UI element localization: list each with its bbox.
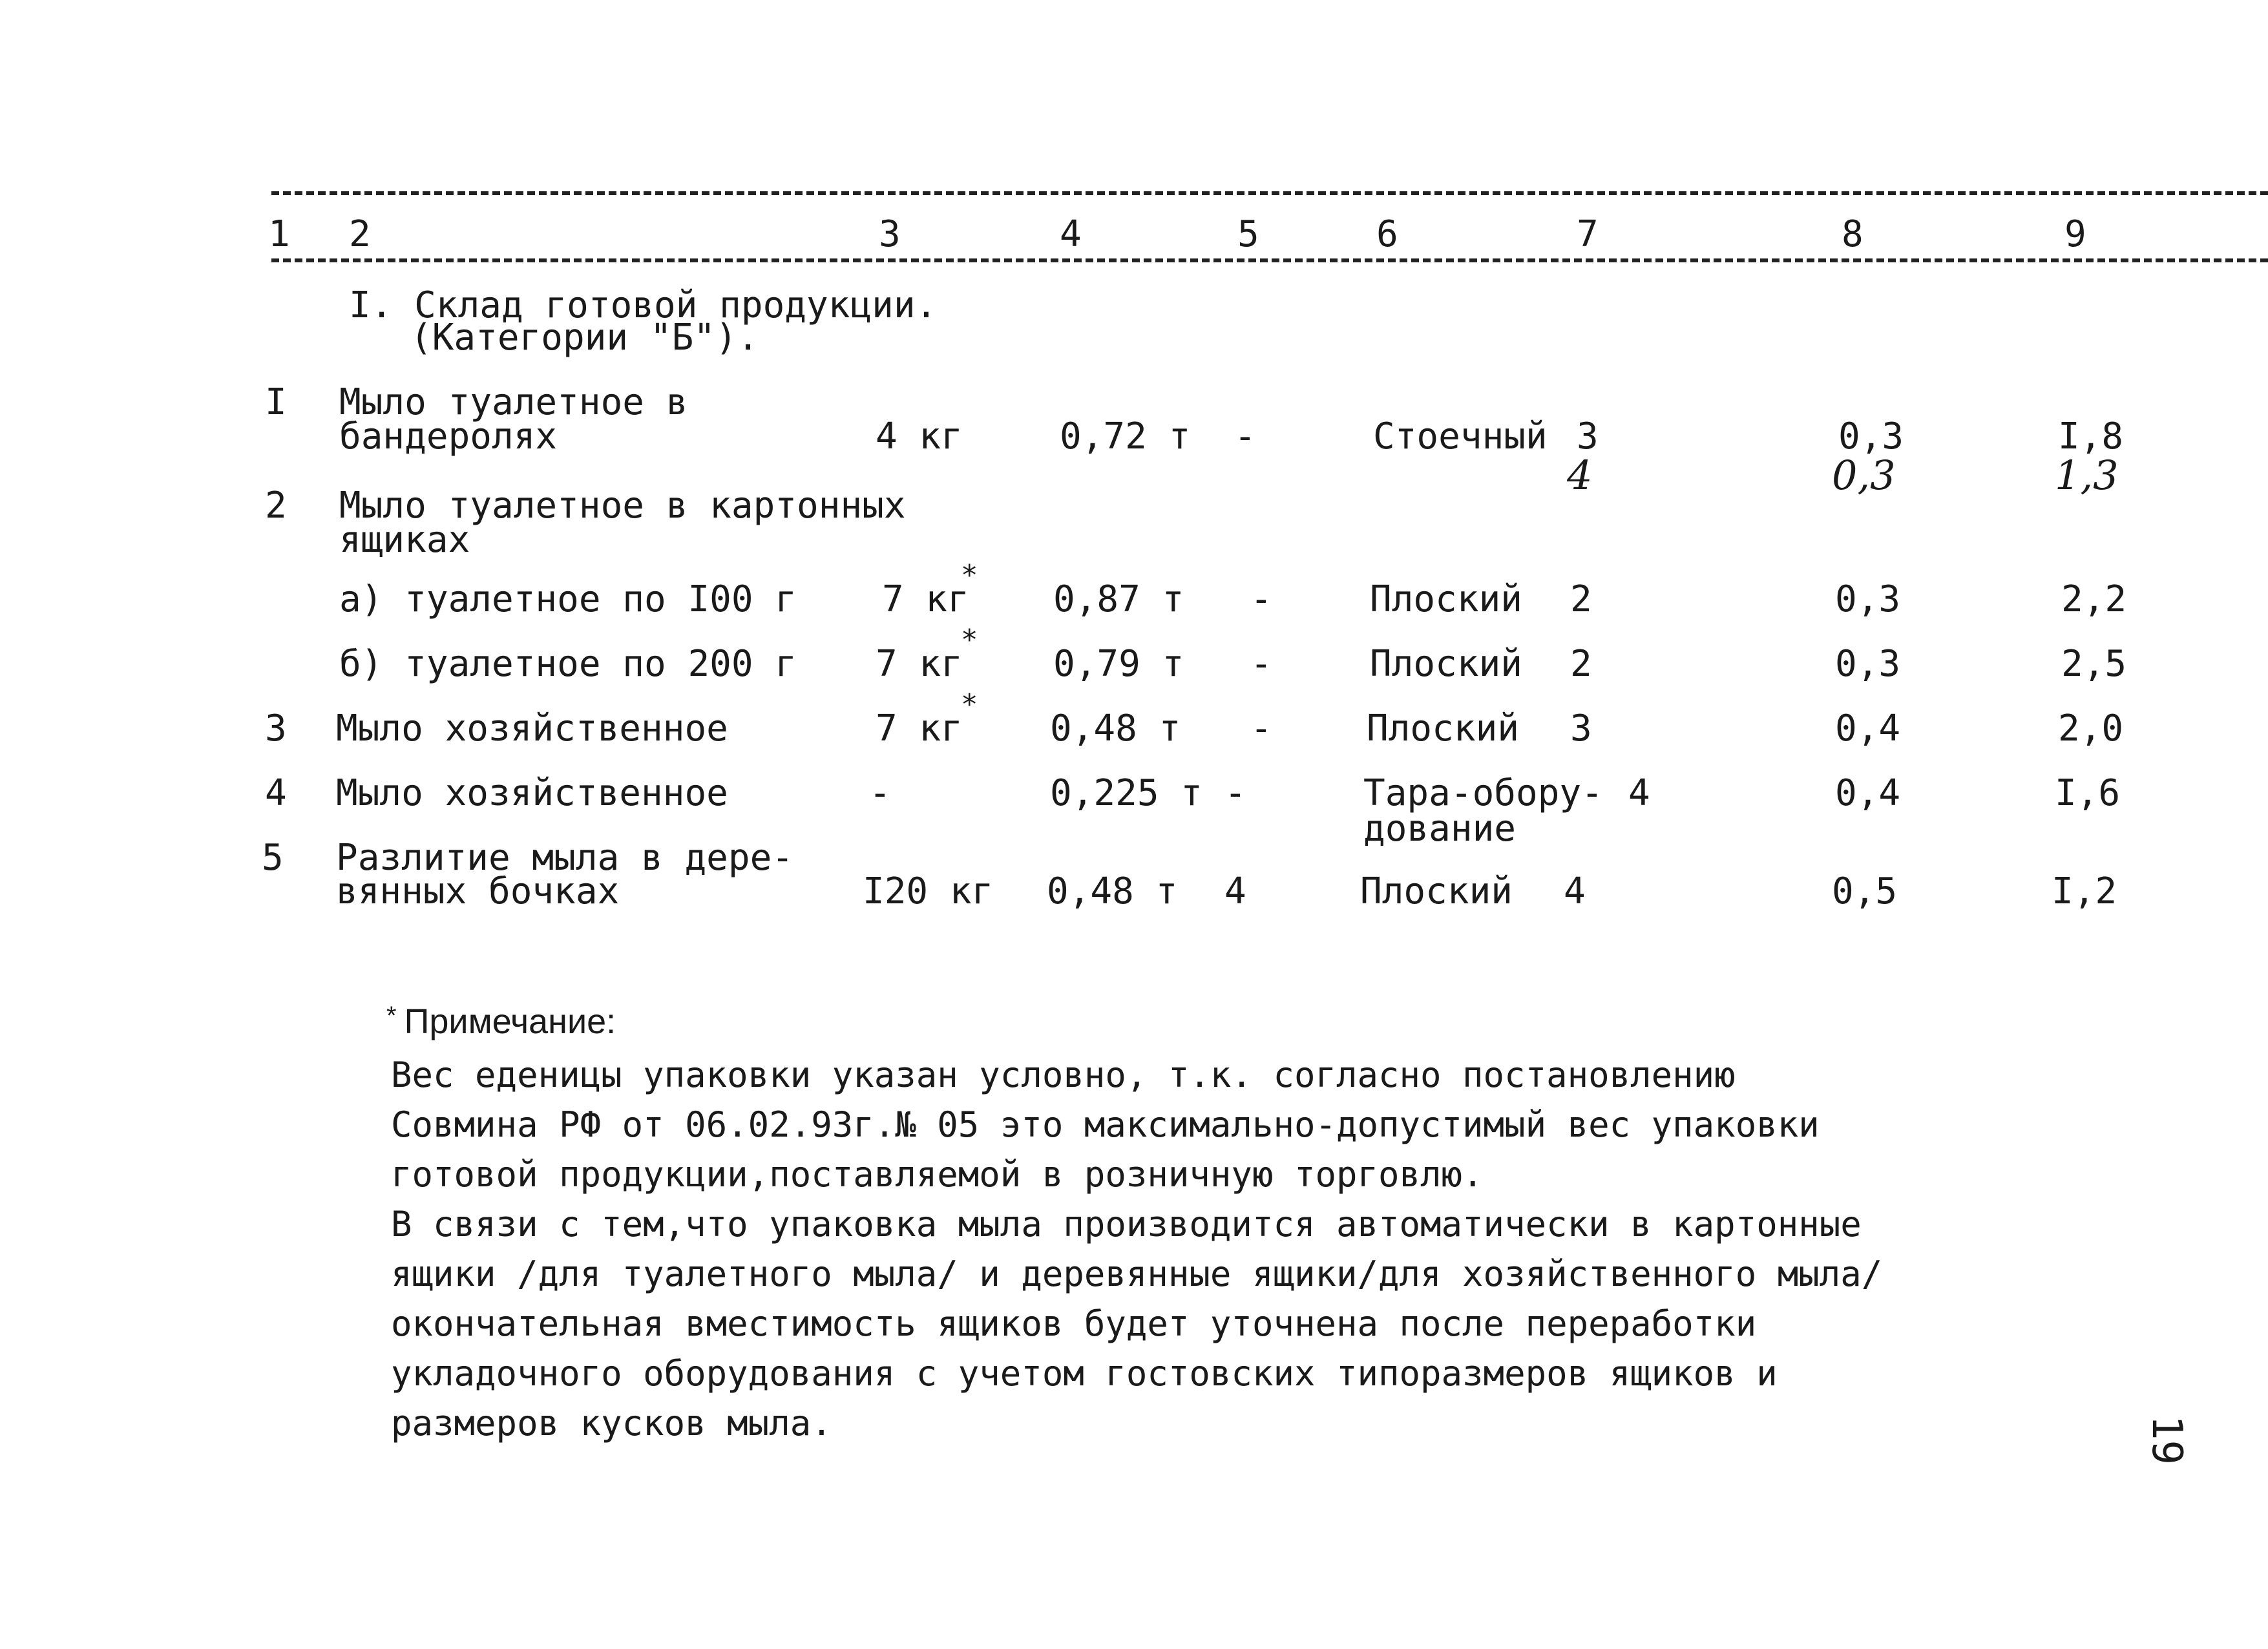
row-1-handwritten-col7: 4 xyxy=(1567,452,1593,499)
row-5-name-line2: вянных бочках xyxy=(336,870,620,912)
row-2a-col7: 2 xyxy=(1570,578,1592,620)
row-3-col9: 2,0 xyxy=(2058,708,2124,750)
col-header-2: 2 xyxy=(349,213,371,255)
col-header-4: 4 xyxy=(1060,213,1082,255)
col-header-1: 1 xyxy=(268,213,290,255)
row-5-col8: 0,5 xyxy=(1832,870,1898,912)
row-5-col9: I,2 xyxy=(2052,870,2117,912)
row-5-type: Плоский xyxy=(1360,870,1513,912)
footnote-star-icon: * xyxy=(386,1002,397,1030)
col-header-7: 7 xyxy=(1577,213,1599,255)
row-3-footnote-star: * xyxy=(961,688,978,721)
row-3-name: Мыло хозяйственное xyxy=(336,708,728,750)
row-5-num: 5 xyxy=(262,837,284,879)
row-2a-type: Плоский xyxy=(1370,578,1523,620)
section-title-line1: I. Склад готовой продукции. xyxy=(349,284,938,326)
section-title-line2: (Категории "Б"). xyxy=(410,317,759,359)
col-header-6: 6 xyxy=(1376,213,1398,255)
row-1-num: I xyxy=(265,381,287,423)
header-bottom-rule xyxy=(271,258,2268,262)
row-2-num: 2 xyxy=(265,485,287,527)
row-2a-col5: - xyxy=(1250,578,1272,620)
row-1-mass: 0,72 т xyxy=(1060,415,1191,457)
row-5-col7: 4 xyxy=(1564,870,1586,912)
row-1-name-line1: Мыло туалетное в xyxy=(339,381,688,423)
row-2-name-line2: ящиках xyxy=(339,519,470,561)
row-2b-pack-weight: 7 кг xyxy=(876,643,963,685)
row-1-col7: 3 xyxy=(1577,415,1599,457)
row-2b-mass: 0,79 т xyxy=(1053,643,1184,685)
row-2b-col9: 2,5 xyxy=(2061,643,2127,685)
row-3-col5: - xyxy=(1250,708,1272,750)
row-2a-col9: 2,2 xyxy=(2061,578,2127,620)
row-4-col7: 4 xyxy=(1628,772,1650,814)
row-2a-name: а) туалетное по I00 г xyxy=(339,578,797,620)
row-3-mass: 0,48 т xyxy=(1050,708,1181,750)
col-header-5: 5 xyxy=(1237,213,1259,255)
row-4-col8: 0,4 xyxy=(1835,772,1901,814)
row-2a-pack-weight: 7 кг xyxy=(882,578,969,620)
row-4-col5: - xyxy=(1224,772,1246,814)
note-title xyxy=(386,1002,616,1042)
row-4-mass: 0,225 т xyxy=(1050,772,1203,814)
row-3-col7: 3 xyxy=(1570,708,1592,750)
row-1-col8: 0,3 xyxy=(1838,415,1904,457)
row-4-pack-weight: - xyxy=(869,772,891,814)
col-header-9: 9 xyxy=(2064,213,2086,255)
row-1-type: Стоечный xyxy=(1373,415,1548,457)
row-5-mass: 0,48 т xyxy=(1047,870,1178,912)
row-1-handwritten-col9: 1,3 xyxy=(2055,452,2119,499)
row-1-col9: I,8 xyxy=(2058,415,2124,457)
col-header-3: 3 xyxy=(879,213,901,255)
row-1-name-line2: бандеролях xyxy=(339,415,558,457)
row-4-name: Мыло хозяйственное xyxy=(336,772,728,814)
row-2b-type: Плоский xyxy=(1370,643,1523,685)
row-2b-col8: 0,3 xyxy=(1835,643,1901,685)
row-1-handwritten-col8: 0,3 xyxy=(1832,452,1896,499)
col-header-8: 8 xyxy=(1842,213,1864,255)
row-2b-col7: 2 xyxy=(1570,643,1592,685)
row-2b-name: б) туалетное по 200 г xyxy=(339,643,797,685)
row-2-name-line1: Мыло туалетное в картонных xyxy=(339,485,906,527)
row-5-pack-weight: I20 кг xyxy=(863,870,994,912)
row-3-num: 3 xyxy=(265,708,287,750)
row-1-col5: - xyxy=(1234,415,1256,457)
row-3-pack-weight: 7 кг xyxy=(876,708,963,750)
row-3-type: Плоский xyxy=(1367,708,1520,750)
header-top-rule xyxy=(271,191,2268,195)
row-4-type-line2: дование xyxy=(1363,808,1517,850)
note-body: Вес еденицы упаковки указан условно, т.к. согласно постановлению Совмина РФ от 06.02.93г.№ 05 это максимально-допустимый вес упаковки готовой продукции,поставляемой в розничную торговлю. В связи с тем,что упаковка мыла производится автоматически в картонные ящики /для туалетного мыла/ и деревянные ящики/для хозяйственного мыла/ окончательная вместимость ящиков будет уточнена после переработки укладочного оборудования с учетом гостовских типоразмеров ящиков и размеров кусков мыла. xyxy=(391,1055,1883,1444)
row-2a-mass: 0,87 т xyxy=(1053,578,1184,620)
row-3-col8: 0,4 xyxy=(1835,708,1901,750)
page-number: 19 xyxy=(2143,1415,2190,1465)
row-4-type-line1: Тара-обору- xyxy=(1363,772,1603,814)
row-5-col5: 4 xyxy=(1224,870,1246,912)
row-5-name-line1: Разлитие мыла в дере- xyxy=(336,837,794,879)
row-2b-col5: - xyxy=(1250,643,1272,685)
row-2a-footnote-star: * xyxy=(961,559,978,592)
row-2b-footnote-star: * xyxy=(961,624,978,656)
row-2a-col8: 0,3 xyxy=(1835,578,1901,620)
row-4-col9: I,6 xyxy=(2055,772,2121,814)
note-title-text: Примечание: xyxy=(404,1002,616,1041)
row-4-num: 4 xyxy=(265,772,287,814)
row-1-pack-weight: 4 кг xyxy=(876,415,963,457)
